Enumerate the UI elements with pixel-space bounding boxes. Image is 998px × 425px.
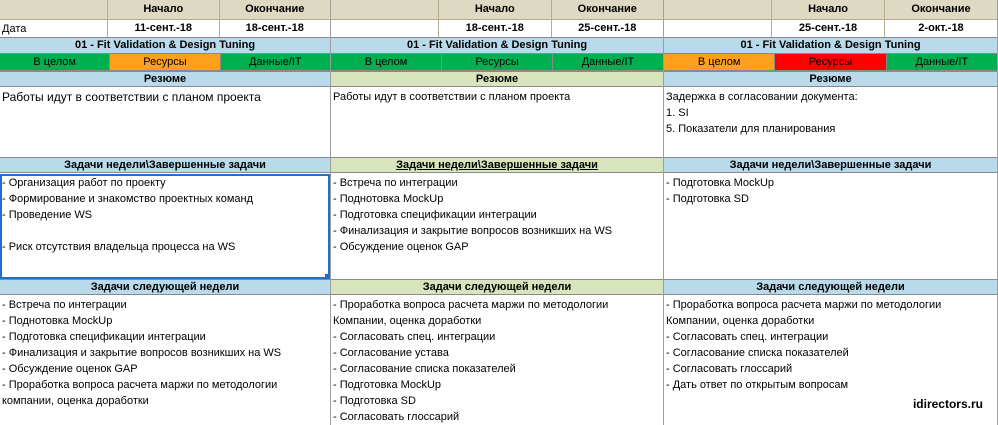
list-item: - Дать ответ по открытым вопросам <box>666 379 849 391</box>
tasks-next-body[interactable] <box>331 296 663 425</box>
list-item: - Встреча по интеграции <box>333 177 458 189</box>
list-item: - Проработка вопроса расчета маржи по методологии <box>666 299 942 311</box>
list-item: - Подготовка SD <box>333 395 416 407</box>
phase-title[interactable]: 01 - Fit Validation & Design Tuning <box>0 38 330 54</box>
end-date[interactable]: 18-сент.-18 <box>219 20 331 37</box>
resume-line: Задержка в согласовании документа: <box>666 91 858 103</box>
start-header[interactable]: Начало <box>107 0 219 20</box>
status-data-it[interactable]: Данные/IT <box>552 54 663 70</box>
list-item: - Согласование списка показателей <box>666 347 849 359</box>
tasks-week-body[interactable] <box>664 174 997 278</box>
list-item: - Подготовка спецификации интеграции <box>2 331 206 343</box>
date-row <box>0 20 330 38</box>
phase-title[interactable]: 01 - Fit Validation & Design Tuning <box>664 38 997 54</box>
resume-line: Работы идут в соответствии с планом проекта <box>2 90 261 104</box>
list-item: - Проведение WS <box>2 209 93 221</box>
list-item: - Согласовать спец. интеграции <box>666 331 829 343</box>
watermark: idirectors.ru <box>912 397 983 411</box>
resume-body[interactable] <box>0 88 330 156</box>
start-date[interactable]: 18-сент.-18 <box>438 20 551 37</box>
list-item: - Согласование устава <box>333 347 449 359</box>
list-item: - Организация работ по проекту <box>2 177 166 189</box>
tasks-week-body[interactable] <box>0 174 330 278</box>
list-item: Компании, оценка доработки <box>666 315 815 327</box>
tasks-week-header[interactable]: Задачи недели\Завершенные задачи <box>331 157 663 173</box>
resume-header[interactable]: Резюме <box>664 71 997 87</box>
list-item <box>2 223 328 239</box>
date-label[interactable]: Дата <box>0 20 107 37</box>
resume-body[interactable] <box>664 88 997 156</box>
list-item: - Подготовка SD <box>666 193 749 205</box>
list-item: - Обсуждение оценок GAP <box>333 241 469 253</box>
header-row <box>664 0 997 20</box>
phase-title[interactable]: 01 - Fit Validation & Design Tuning <box>331 38 663 54</box>
list-item: - Согласовать спец. интеграции <box>333 331 496 343</box>
list-item: - Формирование и знакомство проектных команд <box>2 193 254 205</box>
resume-line: 1. SI <box>666 107 689 119</box>
list-item: - Согласовать глоссарий <box>666 363 793 375</box>
list-item: Компании, оценка доработки <box>333 315 482 327</box>
resume-header[interactable]: Резюме <box>0 71 330 87</box>
status-overall[interactable]: В целом <box>664 54 774 70</box>
list-item: - Подготовка MockUp <box>666 177 775 189</box>
end-header[interactable]: Окончание <box>551 0 664 20</box>
resume-header[interactable]: Резюме <box>331 71 663 87</box>
list-item: - Поднотовка MockUp <box>333 193 444 205</box>
status-resources[interactable]: Ресурсы <box>774 54 885 70</box>
list-item: - Встреча по интеграции <box>2 299 127 311</box>
list-item: - Риск отсутствия владельца процесса на WS <box>2 241 236 253</box>
list-item: - Обсуждение оценок GAP <box>2 363 138 375</box>
list-item: - Проработка вопроса расчета маржи по методологии <box>2 379 278 391</box>
list-item: - Финализация и закрытие вопросов возникших на WS <box>333 225 613 237</box>
date-row <box>331 20 663 38</box>
list-item: - Согласовать глоссарий <box>333 411 460 423</box>
tasks-next-header[interactable]: Задачи следующей недели <box>664 279 997 295</box>
resume-body[interactable] <box>331 88 663 156</box>
week-panel-2 <box>331 0 664 425</box>
tasks-next-header[interactable]: Задачи следующей недели <box>331 279 663 295</box>
list-item: - Согласование списка показателей <box>333 363 516 375</box>
header-row <box>331 0 663 20</box>
tasks-next-header[interactable]: Задачи следующей недели <box>0 279 330 295</box>
start-date[interactable]: 25-сент.-18 <box>771 20 884 37</box>
status-overall[interactable]: В целом <box>0 54 109 70</box>
list-item: - Подготовка спецификации интеграции <box>333 209 537 221</box>
tasks-week-body[interactable] <box>331 174 663 278</box>
status-row <box>0 54 330 71</box>
week-panel-1 <box>0 0 331 425</box>
list-item: - Финализация и закрытие вопросов возникших на WS <box>2 347 282 359</box>
end-date[interactable]: 25-сент.-18 <box>551 20 664 37</box>
start-header[interactable]: Начало <box>438 0 551 20</box>
resume-line: 5. Показатели для планирования <box>666 123 836 135</box>
list-item: - Подготовка MockUp <box>333 379 442 391</box>
status-resources[interactable]: Ресурсы <box>109 54 219 70</box>
resume-line: Работы идут в соответствии с планом проекта <box>333 91 571 103</box>
end-header[interactable]: Окончание <box>884 0 997 20</box>
list-item: - Проработка вопроса расчета маржи по методологии <box>333 299 609 311</box>
list-item: компании, оценка доработки <box>2 395 149 407</box>
status-overall[interactable]: В целом <box>331 54 441 70</box>
status-resources[interactable]: Ресурсы <box>441 54 552 70</box>
end-header[interactable]: Окончание <box>219 0 331 20</box>
tasks-week-header[interactable]: Задачи недели\Завершенные задачи <box>664 157 997 173</box>
tasks-week-header[interactable]: Задачи недели\Завершенные задачи <box>0 157 330 173</box>
status-row <box>664 54 997 71</box>
status-data-it[interactable]: Данные/IT <box>220 54 330 70</box>
status-data-it[interactable]: Данные/IT <box>886 54 997 70</box>
week-panel-3 <box>664 0 998 425</box>
start-date[interactable]: 11-сент.-18 <box>107 20 219 37</box>
fill-handle[interactable] <box>325 274 330 279</box>
list-item: - Поднотовка MockUp <box>2 315 113 327</box>
end-date[interactable]: 2-окт.-18 <box>884 20 997 37</box>
tasks-next-body[interactable] <box>0 296 330 425</box>
date-row <box>664 20 997 38</box>
status-row <box>331 54 663 71</box>
start-header[interactable]: Начало <box>771 0 884 20</box>
header-row <box>0 0 330 20</box>
